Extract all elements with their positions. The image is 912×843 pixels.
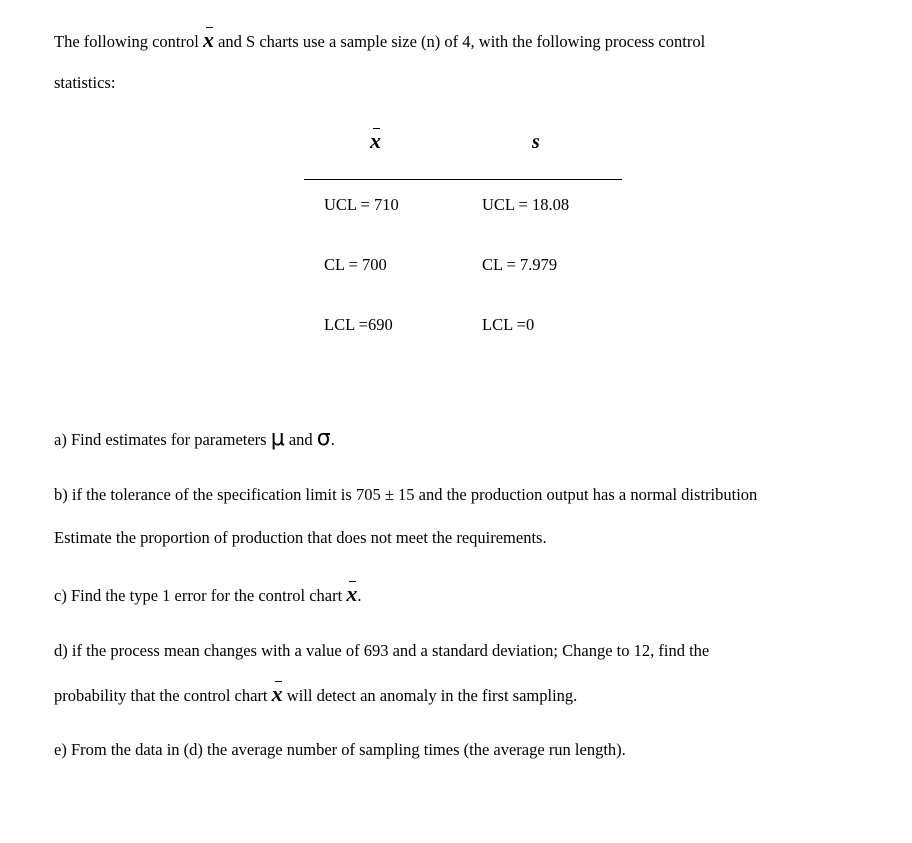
xbar-symbol-d: x — [271, 681, 283, 706]
question-a-and: and — [284, 430, 317, 449]
question-b-line-1: b) if the tolerance of the specification limit is 705 ± 15 and the production output has a normal distribution — [54, 485, 758, 504]
table-divider — [304, 179, 622, 180]
question-d-text: probability that the control chart — [54, 686, 272, 705]
table-cell-xbar-ucl: UCL = 710 — [324, 195, 399, 214]
table-cell-xbar-lcl: LCL =690 — [324, 315, 393, 334]
intro-line-1 — [54, 27, 706, 52]
question-d-end: will detect an anomaly in the first sampling. — [282, 686, 578, 705]
question-b-line-2: Estimate the proportion of production that does not meet the requirements. — [54, 528, 547, 547]
question-a-end: . — [330, 430, 335, 449]
sigma-symbol: σ — [316, 426, 331, 451]
question-a — [54, 426, 335, 451]
xbar-header-symbol: x — [370, 128, 381, 153]
table-cell-xbar-cl: CL = 700 — [324, 255, 387, 274]
intro-text-end: and S charts use a sample size (n) of 4, with the following process control — [213, 32, 706, 51]
xbar-symbol: x — [202, 27, 214, 52]
question-a-text: a) Find estimates for parameters — [54, 430, 271, 449]
question-c-end: . — [357, 586, 362, 605]
table-header-xbar — [370, 128, 381, 154]
table-cell-s-ucl: UCL = 18.08 — [482, 195, 570, 214]
question-c-text: c) Find the type 1 error for the control chart — [54, 586, 347, 605]
table-header-s: s — [532, 131, 540, 153]
xbar-symbol-c: x — [346, 581, 358, 606]
question-d-line-2 — [54, 681, 578, 706]
intro-line-2: statistics: — [54, 73, 116, 92]
table-cell-s-lcl: LCL =0 — [482, 315, 535, 334]
table-cell-s-cl: CL = 7.979 — [482, 255, 558, 274]
question-e: e) From the data in (d) the average number of sampling times (the average run length). — [54, 740, 626, 759]
mu-symbol: μ — [270, 426, 285, 451]
question-c — [54, 581, 362, 606]
intro-text-start: The following control — [54, 32, 203, 51]
question-d-line-1: d) if the process mean changes with a value of 693 and a standard deviation; Change to 12, find the — [54, 641, 710, 660]
